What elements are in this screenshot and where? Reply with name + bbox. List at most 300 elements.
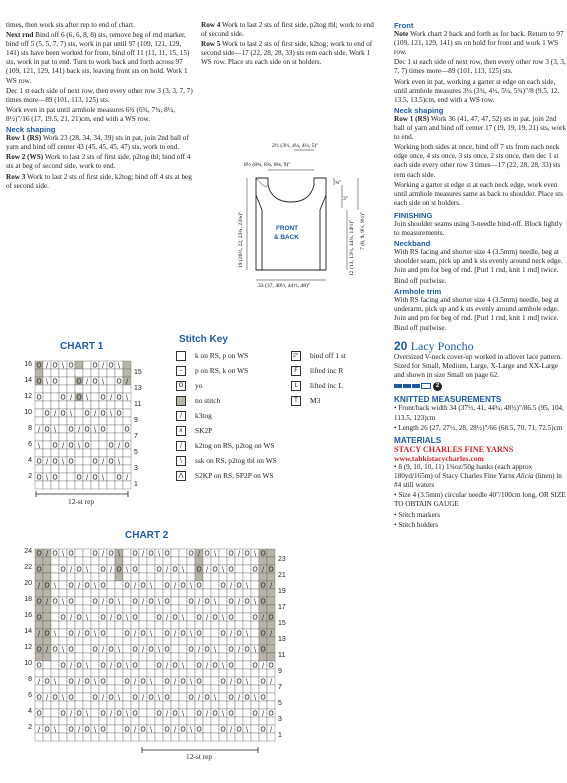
- chart-stitch-symbol: /: [45, 457, 49, 466]
- yarn-brand: STACY CHARLES FINE YARNS: [394, 444, 514, 454]
- chart-cell: [107, 401, 115, 409]
- stitch-key-item: [291, 348, 346, 363]
- chart-stitch-symbol: \: [245, 581, 249, 590]
- schem-neck-depth: ¾": [335, 180, 342, 186]
- chart-stitch-symbol: O: [68, 677, 74, 686]
- chart-stitch-symbol: O: [116, 377, 122, 386]
- chart-cell: [139, 661, 147, 669]
- chart-cell: [211, 637, 219, 645]
- chart-cell: [35, 409, 43, 417]
- chart-cell: [43, 685, 51, 693]
- chart-stitch-symbol: \: [157, 693, 161, 702]
- chart-cell: [227, 669, 235, 677]
- chart-stitch-symbol: O: [36, 709, 42, 718]
- chart-stitch-symbol: O: [92, 473, 98, 482]
- chart-cell: [35, 701, 43, 709]
- chart-cell: [75, 417, 83, 425]
- chart-cell: [179, 701, 187, 709]
- armhole-heading: Armhole trim: [394, 286, 442, 296]
- chart-cell: [35, 385, 43, 393]
- chart-cell: [171, 549, 179, 557]
- stitch-symbol-icon: L: [291, 381, 301, 391]
- chart-stitch-symbol: O: [68, 425, 74, 434]
- chart-cell: [51, 565, 59, 573]
- chart-cell: [267, 645, 275, 653]
- chart-stitch-symbol: O: [156, 709, 162, 718]
- chart-stitch-symbol: \: [61, 549, 65, 558]
- chart-stitch-symbol: O: [220, 581, 226, 590]
- chart-stitch-symbol: /: [77, 677, 81, 686]
- chart-cell: [147, 565, 155, 573]
- chart-stitch-symbol: \: [149, 725, 153, 734]
- chart-stitch-symbol: \: [125, 565, 129, 574]
- chart-stitch-symbol: /: [237, 645, 241, 654]
- chart-stitch-symbol: O: [36, 549, 42, 558]
- chart-cell: [251, 621, 259, 629]
- chart-stitch-symbol: O: [196, 581, 202, 590]
- stitch-key-item: [291, 378, 346, 393]
- chart-stitch-symbol: O: [132, 565, 138, 574]
- chart-stitch-symbol: O: [172, 661, 178, 670]
- chart-cell: [259, 669, 267, 677]
- stitch-symbol-icon: /: [176, 411, 186, 421]
- chart-cell: [115, 669, 123, 677]
- chart-stitch-symbol: /: [173, 629, 177, 638]
- chart-stitch-symbol: O: [164, 581, 170, 590]
- chart-cell: [259, 605, 267, 613]
- chart-cell: [147, 573, 155, 581]
- chart-stitch-symbol: O: [244, 597, 250, 606]
- row-number: 16: [24, 612, 32, 619]
- front-para-2: Dec 1 st each side of next row, then every other row 3 (3, 3, 7, 7) times more—89 (101, 113, 125) sts.: [394, 58, 566, 76]
- chart-stitch-symbol: O: [76, 613, 82, 622]
- chart-stitch-symbol: /: [165, 613, 169, 622]
- chart-stitch-symbol: O: [164, 725, 170, 734]
- chart-cell: [243, 661, 251, 669]
- chart-cell: [83, 669, 91, 677]
- chart-cell: [67, 385, 75, 393]
- chart-stitch-symbol: O: [36, 597, 42, 606]
- chart-cell: [219, 701, 227, 709]
- chart-cell: [243, 605, 251, 613]
- stitch-key-label: yo: [195, 380, 203, 390]
- chart-cell: [219, 637, 227, 645]
- schem-shoulder-drop: 3": [343, 196, 349, 202]
- chart-cell: [211, 629, 219, 637]
- row-number: 23: [278, 556, 286, 563]
- chart-cell: [147, 709, 155, 717]
- chart-cell: [67, 481, 75, 489]
- stitch-key-item: [176, 453, 277, 468]
- chart-stitch-symbol: O: [108, 441, 114, 450]
- chart-cell: [59, 725, 67, 733]
- chart2-title: CHART 2: [125, 530, 169, 541]
- chart-cell: [179, 733, 187, 741]
- chart-cell: [219, 605, 227, 613]
- chart-cell: [123, 645, 131, 653]
- yarn-url[interactable]: www.tahkistacycharles.com: [394, 453, 484, 463]
- meas-1: • Front/back width 34 (37½, 41, 44¾, 48½)"/86.5 (95, 104, 113.5, 123)cm: [394, 404, 564, 422]
- chart-stitch-symbol: \: [53, 425, 57, 434]
- mid-row5-label: Row 5: [201, 40, 221, 49]
- chart-cell: [51, 393, 59, 401]
- chart-cell: [235, 717, 243, 725]
- chart-stitch-symbol: O: [52, 693, 58, 702]
- chart-cell: [115, 369, 123, 377]
- chart-cell: [51, 621, 59, 629]
- chart-cell: [59, 401, 67, 409]
- chart-cell: [91, 605, 99, 613]
- chart-cell: [171, 573, 179, 581]
- chart-cell: [155, 637, 163, 645]
- chart-cell: [91, 385, 99, 393]
- chart-cell: [115, 621, 123, 629]
- chart-stitch-symbol: \: [253, 645, 257, 654]
- chart-cell: [67, 473, 75, 481]
- schem-bottom-width: 33 (37, 40½, 44½, 48)": [258, 283, 311, 289]
- chart-cell: [203, 685, 211, 693]
- chart-cell: [51, 653, 59, 661]
- chart-cell: [115, 653, 123, 661]
- chart-stitch-symbol: O: [228, 613, 234, 622]
- chart-cell: [51, 481, 59, 489]
- chart-stitch-symbol: /: [261, 565, 265, 574]
- chart-cell: [67, 369, 75, 377]
- chart-cell: [67, 377, 75, 385]
- chart-cell: [59, 481, 67, 489]
- chart-cell: [67, 589, 75, 597]
- chart-cell: [179, 685, 187, 693]
- chart-cell: [123, 465, 131, 473]
- chart-stitch-symbol: /: [197, 645, 201, 654]
- chart-cell: [139, 653, 147, 661]
- chart-cell: [99, 441, 107, 449]
- chart-cell: [115, 449, 123, 457]
- chart-cell: [147, 701, 155, 709]
- chart-cell: [219, 645, 227, 653]
- chart-cell: [75, 573, 83, 581]
- chart-cell: [251, 725, 259, 733]
- chart-cell: [131, 573, 139, 581]
- chart-cell: [115, 417, 123, 425]
- chart-cell: [243, 701, 251, 709]
- chart-cell: [139, 709, 147, 717]
- chart-cell: [99, 401, 107, 409]
- chart-cell: [243, 709, 251, 717]
- chart-stitch-symbol: O: [228, 597, 234, 606]
- chart-cell: [259, 701, 267, 709]
- chart-cell: [83, 637, 91, 645]
- chart-cell: [67, 653, 75, 661]
- chart-cell: [59, 425, 67, 433]
- chart-stitch-symbol: \: [93, 725, 97, 734]
- chart-cell: [75, 401, 83, 409]
- mat-1-yarn: Alicia: [516, 472, 534, 481]
- row-number: 13: [278, 636, 286, 643]
- chart-cell: [187, 717, 195, 725]
- chart-stitch-symbol: \: [117, 645, 121, 654]
- chart-cell: [235, 661, 243, 669]
- chart-stitch-symbol: O: [132, 709, 138, 718]
- chart-cell: [131, 589, 139, 597]
- left-row1-label: Row 1 (RS): [6, 134, 42, 143]
- chart-cell: [67, 417, 75, 425]
- chart-cell: [155, 605, 163, 613]
- chart-cell: [99, 573, 107, 581]
- chart-cell: [115, 717, 123, 725]
- next-rnd-label: Next rnd: [6, 31, 34, 40]
- chart-cell: [179, 717, 187, 725]
- chart-cell: [187, 557, 195, 565]
- chart-stitch-symbol: O: [36, 393, 42, 402]
- armhole-end: Bind off purlwise.: [394, 324, 447, 332]
- chart-stitch-symbol: /: [109, 565, 113, 574]
- chart-stitch-symbol: O: [188, 597, 194, 606]
- left-row2-text: Work to last 2 sts of first side, p2tog tbl; bind off 4 sts at beg of second side, work to end.: [6, 153, 191, 171]
- chart-cell: [115, 685, 123, 693]
- chart-cell: [83, 557, 91, 565]
- chart-stitch-symbol: O: [164, 677, 170, 686]
- chart-stitch-symbol: O: [60, 565, 66, 574]
- chart-cell: [243, 733, 251, 741]
- chart-cell: [75, 701, 83, 709]
- chart-stitch-symbol: \: [53, 629, 57, 638]
- chart-cell: [147, 653, 155, 661]
- chart-cell: [227, 653, 235, 661]
- chart-cell: [107, 449, 115, 457]
- stitch-symbol-icon: ◸: [291, 351, 301, 361]
- chart-cell: [195, 621, 203, 629]
- chart-cell: [203, 605, 211, 613]
- chart-stitch-symbol: /: [69, 613, 73, 622]
- chart-cell: [211, 685, 219, 693]
- chart-stitch-symbol: O: [44, 409, 50, 418]
- chart-stitch-symbol: /: [101, 361, 105, 370]
- chart-cell: [243, 669, 251, 677]
- chart-cell: [195, 589, 203, 597]
- chart-stitch-symbol: O: [100, 709, 106, 718]
- chart-stitch-symbol: O: [196, 661, 202, 670]
- chart-stitch-symbol: O: [156, 565, 162, 574]
- chart-cell: [67, 573, 75, 581]
- chart-stitch-symbol: O: [60, 409, 66, 418]
- chart-stitch-symbol: /: [69, 661, 73, 670]
- chart-stitch-symbol: O: [100, 629, 106, 638]
- chart-stitch-symbol: \: [213, 597, 217, 606]
- chart-cell: [251, 581, 259, 589]
- chart-stitch-symbol: O: [36, 565, 42, 574]
- chart-cell: [107, 677, 115, 685]
- project-desc: Oversized V-neck cover-up worked in allover lace pattern. Sized for Small, Medium, Large, X-Large and XX-Large and shown in size Small on page 62.: [394, 353, 562, 380]
- chart-cell: [43, 669, 51, 677]
- chart-cell: [35, 669, 43, 677]
- chart-stitch-symbol: O: [188, 645, 194, 654]
- chart-cell: [187, 669, 195, 677]
- chart-cell: [139, 565, 147, 573]
- row-number: 6: [28, 692, 32, 699]
- chart-cell: [267, 685, 275, 693]
- chart-cell: [107, 629, 115, 637]
- chart-stitch-symbol: \: [61, 457, 65, 466]
- chart-stitch-symbol: /: [69, 393, 73, 402]
- chart-stitch-symbol: O: [220, 677, 226, 686]
- chart-cell: [43, 441, 51, 449]
- chart-cell: [219, 669, 227, 677]
- chart-cell: [99, 717, 107, 725]
- chart-stitch-symbol: O: [268, 709, 274, 718]
- chart-cell: [115, 589, 123, 597]
- chart-stitch-symbol: O: [188, 549, 194, 558]
- chart-cell: [107, 369, 115, 377]
- stitch-key-item: [176, 468, 277, 483]
- chart-stitch-symbol: O: [100, 425, 106, 434]
- chart-cell: [35, 717, 43, 725]
- stitch-key-label: k2tog on RS, p2tog on WS: [195, 440, 275, 450]
- stitch-key-label: SK2P: [195, 425, 213, 435]
- chart-cell: [67, 557, 75, 565]
- chart-cell: [123, 449, 131, 457]
- left-row3: [6, 173, 194, 191]
- chart-stitch-symbol: O: [220, 725, 226, 734]
- chart-stitch-symbol: O: [100, 661, 106, 670]
- stitch-key-item: [176, 408, 277, 423]
- stitch-key-label: M3: [310, 395, 321, 405]
- chart-cell: [99, 589, 107, 597]
- note-label: Note: [394, 30, 409, 39]
- front-neck-heading: Neck shaping: [394, 105, 444, 115]
- chart-stitch-symbol: /: [45, 645, 49, 654]
- front-heading: Front: [394, 21, 414, 30]
- chart-stitch-symbol: \: [117, 361, 121, 370]
- chart-cell: [195, 733, 203, 741]
- chart-cell: [75, 621, 83, 629]
- chart-cell: [51, 733, 59, 741]
- chart-cell: [203, 733, 211, 741]
- chart-cell: [259, 653, 267, 661]
- chart-stitch-symbol: O: [36, 693, 42, 702]
- chart-cell: [35, 481, 43, 489]
- chart-cell: [99, 417, 107, 425]
- chart-stitch-symbol: \: [93, 581, 97, 590]
- chart-stitch-symbol: O: [252, 613, 258, 622]
- chart-cell: [83, 645, 91, 653]
- row-number: 14: [24, 628, 32, 635]
- chart-stitch-symbol: \: [245, 725, 249, 734]
- chart-stitch-symbol: O: [44, 425, 50, 434]
- chart-cell: [235, 565, 243, 573]
- mid-column: [201, 21, 381, 68]
- chart-stitch-symbol: O: [172, 613, 178, 622]
- chart-cell: [59, 433, 67, 441]
- chart-cell: [123, 457, 131, 465]
- chart-stitch-symbol: O: [180, 725, 186, 734]
- chart-stitch-symbol: O: [52, 473, 58, 482]
- chart-cell: [227, 621, 235, 629]
- chart-cell: [107, 701, 115, 709]
- chart-cell: [131, 621, 139, 629]
- stitch-symbol-icon: [176, 351, 186, 361]
- chart-cell: [195, 573, 203, 581]
- chart-cell: [115, 433, 123, 441]
- chart-cell: [43, 637, 51, 645]
- stitch-key-col1: [176, 348, 277, 483]
- chart-cell: [35, 605, 43, 613]
- chart-cell: [91, 417, 99, 425]
- chart-stitch-symbol: \: [93, 677, 97, 686]
- chart-cell: [91, 661, 99, 669]
- mid-row5: [201, 40, 381, 67]
- stitch-symbol-icon: T: [291, 396, 301, 406]
- chart-cell: [123, 597, 131, 605]
- chart-cell: [115, 701, 123, 709]
- mid-row4-label: Row 4: [201, 21, 221, 29]
- chart-cell: [107, 621, 115, 629]
- chart-cell: [115, 629, 123, 637]
- chart-cell: [43, 449, 51, 457]
- chart-cell: [67, 621, 75, 629]
- chart-cell: [43, 417, 51, 425]
- chart-stitch-symbol: O: [92, 457, 98, 466]
- right-column: [394, 21, 567, 531]
- chart-cell: [195, 557, 203, 565]
- chart-cell: [83, 417, 91, 425]
- chart-cell: [107, 717, 115, 725]
- chart-cell: [51, 613, 59, 621]
- chart-stitch-symbol: \: [117, 549, 121, 558]
- chart-cell: [75, 693, 83, 701]
- chart-stitch-symbol: O: [36, 613, 42, 622]
- chart-cell: [99, 433, 107, 441]
- chart-cell: [163, 653, 171, 661]
- next-rnd-paragraph: [6, 31, 194, 86]
- chart-stitch-symbol: \: [69, 409, 73, 418]
- chart-cell: [99, 557, 107, 565]
- chart-cell: [83, 549, 91, 557]
- row-number: 2: [28, 473, 32, 480]
- chart-stitch-symbol: O: [52, 377, 58, 386]
- chart-cell: [107, 417, 115, 425]
- chart-stitch-symbol: O: [164, 597, 170, 606]
- mat-1-text: • 8 (9, 10, 10, 11) 1¾oz/50g hanks (each approx 180yd/165m) of Stacy Charles Fine Yarns: [394, 463, 533, 481]
- chart-stitch-symbol: \: [37, 441, 41, 450]
- stitch-key-item: [176, 378, 277, 393]
- chart-cell: [227, 685, 235, 693]
- chart-cell: [203, 557, 211, 565]
- row-number: 21: [278, 572, 286, 579]
- chart-cell: [59, 733, 67, 741]
- chart-cell: [211, 573, 219, 581]
- stitch-key-label: k3tog: [195, 410, 212, 420]
- finishing-heading: FINISHING: [394, 210, 433, 220]
- chart-stitch-symbol: /: [197, 693, 201, 702]
- chart-stitch-symbol: \: [117, 457, 121, 466]
- chart-cell: [59, 605, 67, 613]
- chart-cell: [171, 557, 179, 565]
- chart-stitch-symbol: /: [69, 709, 73, 718]
- mat-1: [394, 463, 567, 490]
- row-number: 1: [278, 732, 282, 739]
- chart-stitch-symbol: O: [84, 425, 90, 434]
- chart-cell: [83, 573, 91, 581]
- chart-cell: [171, 605, 179, 613]
- chart-cell: [83, 589, 91, 597]
- chart-cell: [59, 669, 67, 677]
- chart-cell: [203, 621, 211, 629]
- chart-cell: [123, 481, 131, 489]
- chart-cell: [147, 589, 155, 597]
- chart-cell: [187, 621, 195, 629]
- chart-stitch-symbol: O: [76, 393, 82, 402]
